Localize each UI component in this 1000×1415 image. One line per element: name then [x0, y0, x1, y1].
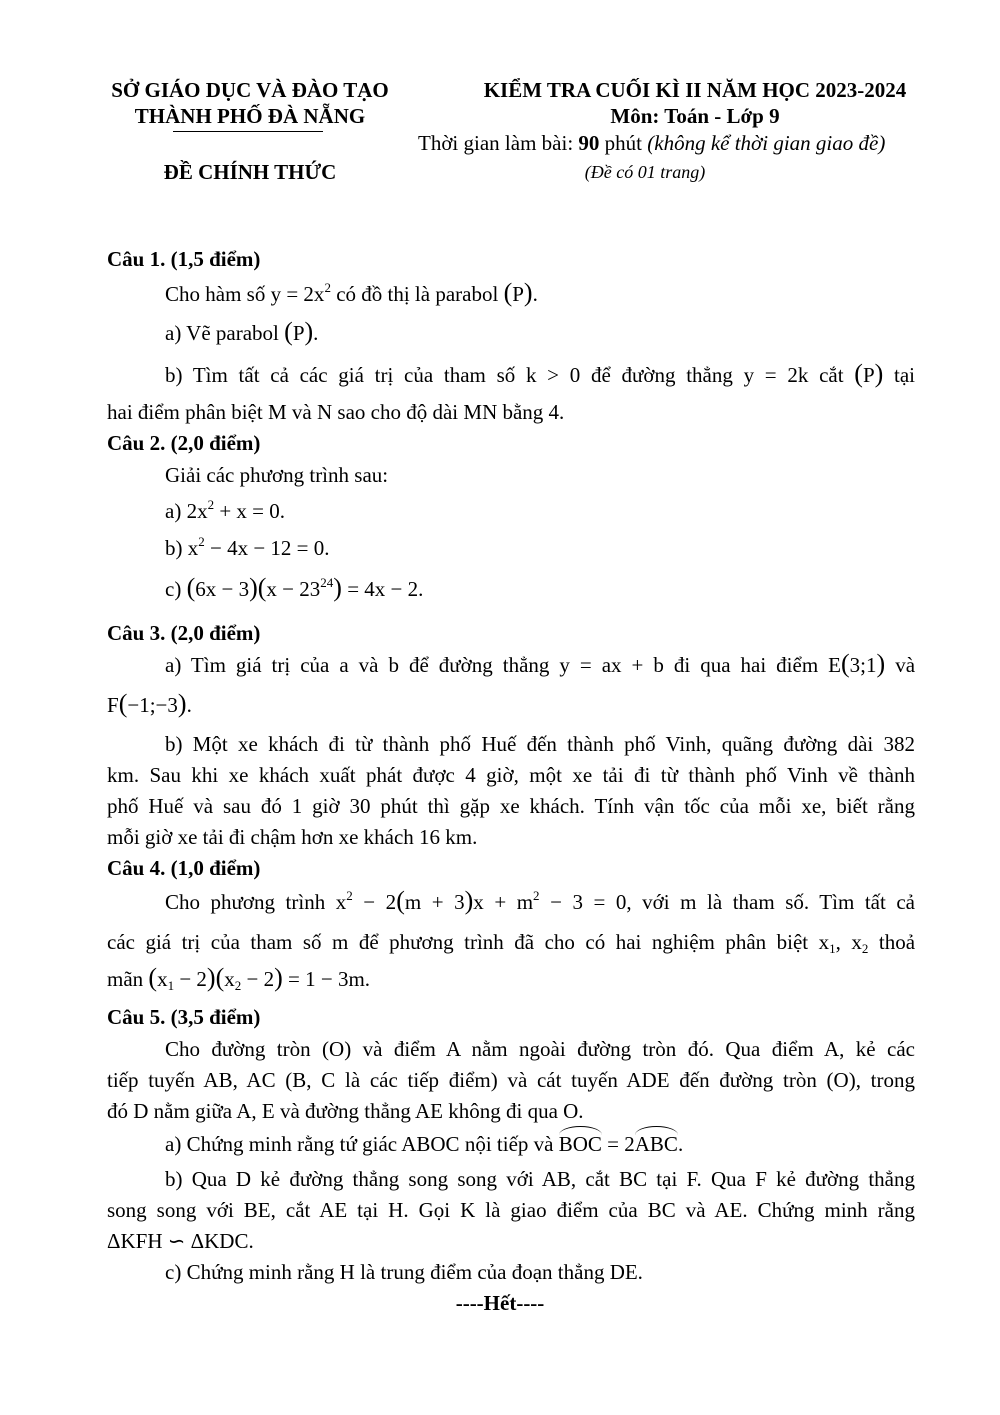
- q3-part-b-line4: mỗi giờ xe tải đi chậm hơn xe khách 16 km.: [107, 825, 478, 849]
- q5-part-c: c) Chứng minh rằng H là trung điểm của đoạn thẳng DE.: [165, 1260, 643, 1284]
- q2-part-b: b) $x^2 - 4x - 12 = 0$.: [165, 534, 330, 560]
- q3-part-b-line3: phố Huế và sau đó 1 giờ 30 phút thì gặp xe khách. Tính vận tốc của mỗi xe, biết rằng: [107, 794, 915, 818]
- q1-title: Câu 1. (1,5 điểm): [107, 247, 261, 271]
- exam-time: Thời gian làm bài: 90 phút (không kể thời gian giao đề): [418, 131, 886, 155]
- department-line-2: THÀNH PHỐ ĐÀ NẴNG: [134, 104, 366, 128]
- q5-part-b-line2: song song với BE, cắt AE tại H. Gọi K là giao điểm của BC và AE. Chứng minh rằng: [107, 1198, 915, 1222]
- q3-part-a-line1: a) Tìm giá trị của a và b để đường thẳng y = ax + b đi qua hai điểm E(3;1) và: [165, 649, 916, 678]
- q3-part-a-line2: F(−1;−3).: [107, 689, 192, 718]
- q2-part-a: a) $2x^2 + x = 0$.: [165, 497, 286, 523]
- page-count-note: (Đề có 01 trang): [584, 162, 706, 182]
- q1-part-b-line2: hai điểm phân biệt M và N sao cho độ dài MN bằng 4.: [107, 400, 565, 424]
- q2-title: Câu 2. (2,0 điểm): [107, 431, 261, 455]
- q5-line3: đó D nằm giữa A, E và đường thẳng AE không đi qua O.: [107, 1099, 584, 1123]
- department-line-1: SỞ GIÁO DỤC VÀ ĐÀO TẠO: [111, 78, 389, 102]
- q2-intro: Giải các phương trình sau:: [165, 463, 389, 487]
- q3-part-b-line1: b) Một xe khách đi từ thành phố Huế đến thành phố Vinh, quãng đường dài 382: [165, 732, 915, 756]
- q3-title: Câu 3. (2,0 điểm): [107, 621, 261, 645]
- q2-part-c: c) $(6x - 3)(x - 23^{24}) = 4x - 2$.: [165, 573, 424, 602]
- exam-title: KIỂM TRA CUỐI KÌ II NĂM HỌC 2023-2024: [483, 78, 907, 102]
- end-marker: ----Hết----: [455, 1291, 545, 1315]
- q4-line3: mãn $(x_1 - 2)(x_2 - 2) = 1 - 3m$.: [107, 963, 371, 993]
- q5-part-b-line3: ΔKFH ∽ ΔKDC.: [107, 1229, 254, 1253]
- official-label: ĐỀ CHÍNH THỨC: [163, 160, 337, 184]
- q5-line2: tiếp tuyến AB, AC (B, C là các tiếp điểm) và cát tuyến ADE đến đường tròn (O), trong: [107, 1068, 915, 1092]
- q3-part-b-line2: km. Sau khi xe khách xuất phát được 4 giờ, một xe tải đi từ thành phố Vinh về thành: [107, 763, 915, 787]
- q1-part-a: a) Vẽ parabol (P).: [165, 317, 319, 346]
- q4-line1: Cho phương trình $x^2 - 2(m + 3)x + m^2 - 3 = 0$, với m là tham số. Tìm tất cả: [165, 886, 916, 915]
- exam-subject: Môn: Toán - Lớp 9: [610, 104, 780, 128]
- q5-part-b-line1: b) Qua D kẻ đường thẳng song song với AB, cắt BC tại F. Qua F kẻ đường thẳng: [165, 1167, 915, 1191]
- q5-part-a: a) Chứng minh rằng tứ giác ABOC nội tiếp và BOC = 2ABC.: [165, 1132, 684, 1156]
- header-underline: [173, 131, 323, 132]
- q4-line2: các giá trị của tham số m để phương trình đã cho có hai nghiệm phân biệt $x_1$, $x_2$ thoả: [107, 930, 916, 956]
- q5-line1: Cho đường tròn (O) và điểm A nằm ngoài đường tròn đó. Qua điểm A, kẻ các: [165, 1037, 915, 1061]
- q4-title: Câu 4. (1,0 điểm): [107, 856, 261, 880]
- q1-intro: Cho hàm số $y = 2x^2$ có đồ thị là parabol (P).: [165, 278, 538, 307]
- q1-part-b-line1: b) Tìm tất cả các giá trị của tham số k > 0 để đường thẳng y = 2k cắt (P) tại: [165, 359, 916, 388]
- q5-title: Câu 5. (3,5 điểm): [107, 1005, 261, 1029]
